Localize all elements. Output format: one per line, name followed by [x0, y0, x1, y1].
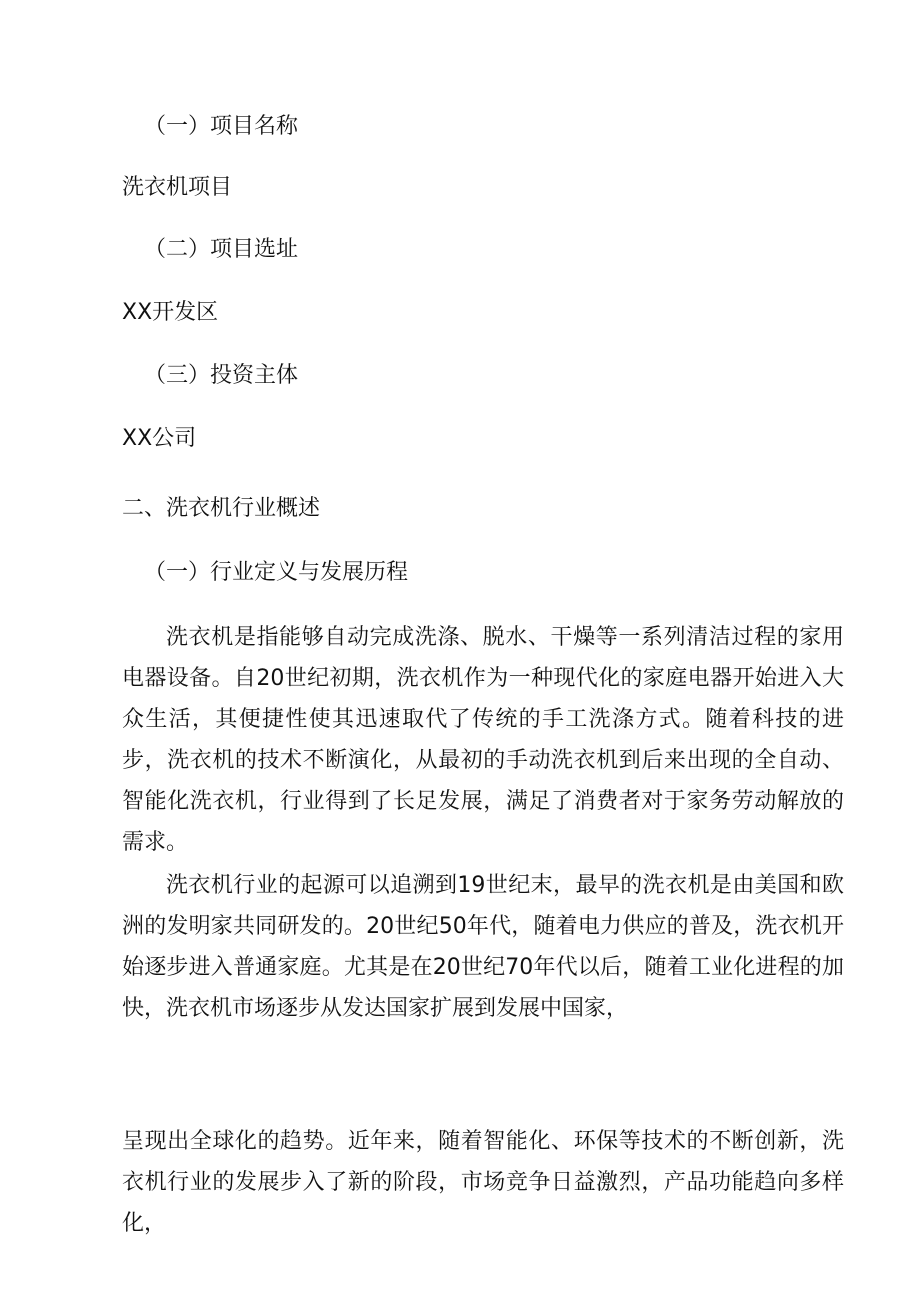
paragraph-3: 呈现出全球化的趋势。近年来，随着智能化、环保等技术的不断创新，洗衣机行业的发展步入了新的阶段，市场竞争日益激烈，产品功能趋向多样化， [122, 1129, 844, 1236]
chapter-title: 二、洗衣机行业概述 [122, 496, 321, 521]
section-3-body: XX公司 [122, 426, 197, 451]
section-1-heading: （一）项目名称 [144, 114, 299, 139]
section-2-heading: （二）项目选址 [144, 237, 299, 262]
subsection-heading: （一）行业定义与发展历程 [144, 560, 409, 585]
section-1-body: 洗衣机项目 [122, 175, 233, 200]
section-3-heading: （三）投资主体 [144, 363, 299, 388]
paragraph-1: 洗衣机是指能够自动完成洗涤、脱水、干燥等一系列清洁过程的家用电器设备。自20世纪初期，洗衣机作为一种现代化的家庭电器开始进入大众生活，其便捷性使其迅速取代了传统的手工洗涤方式。随着科技的进步，洗衣机的技术不断演化，从最初的手动洗衣机到后来出现的全自动、智能化洗衣机，行业得到了长足发展，满足了消费者对于家务劳动解放的需求。 [122, 625, 844, 855]
paragraph-2: 洗衣机行业的起源可以追溯到19世纪末，最早的洗衣机是由美国和欧洲的发明家共同研发的。20世纪50年代，随着电力供应的普及，洗衣机开始逐步进入普通家庭。尤其是在20世纪70年代以后，随着工业化进程的加快，洗衣机市场逐步从发达国家扩展到发展中国家， [122, 873, 844, 1021]
section-2-body: XX开发区 [122, 300, 219, 325]
